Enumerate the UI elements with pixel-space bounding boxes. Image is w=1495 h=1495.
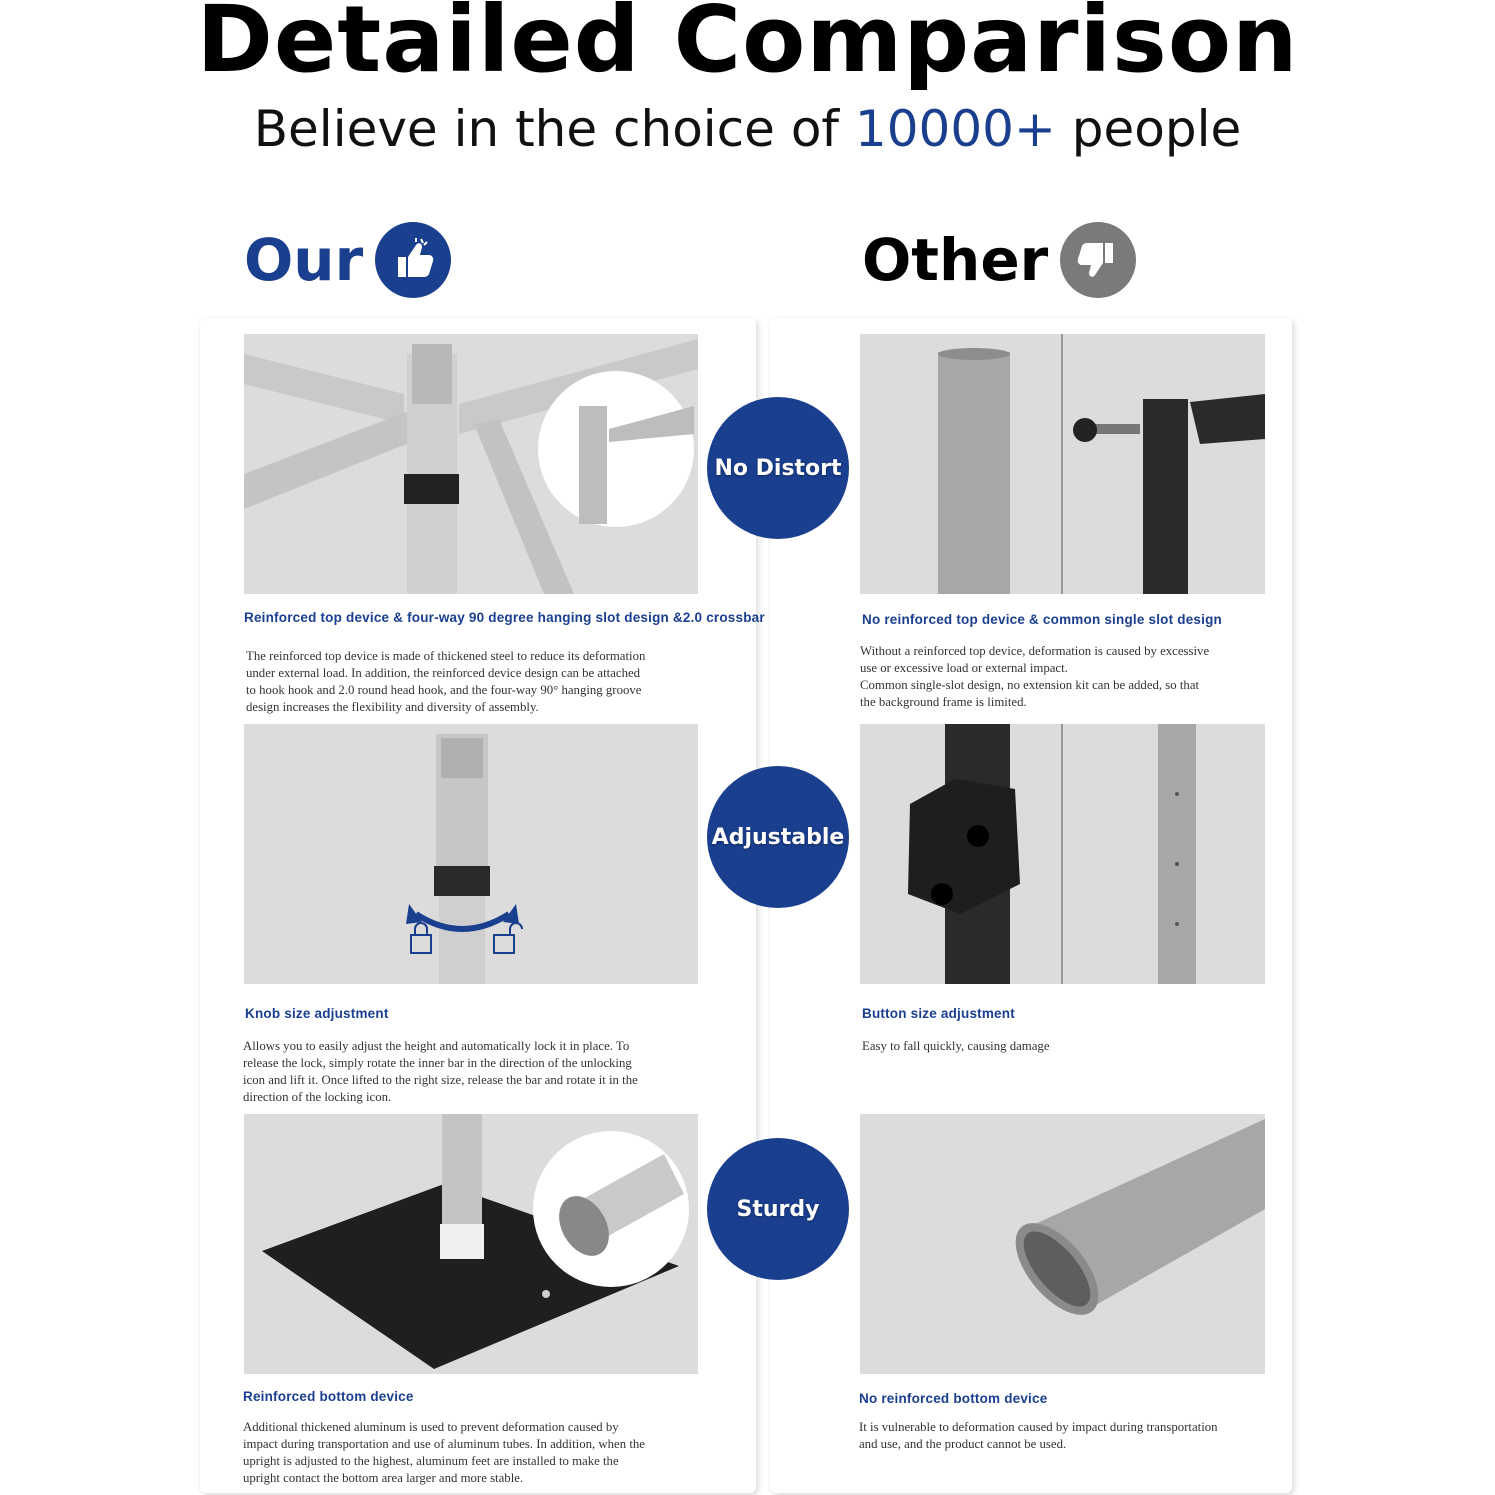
other-description-line: It is vulnerable to deformation caused by impact during transportation (859, 1420, 1218, 1434)
other-description (860, 643, 1209, 711)
other-caption: No reinforced bottom device (859, 1391, 1048, 1406)
other-caption: No reinforced top device & common single slot design (862, 612, 1222, 627)
ours-description-line: under external load. In addition, the reinforced device design can be attached (246, 666, 641, 680)
other-button-image (860, 724, 1265, 984)
other-description-line: Without a reinforced top device, deformation is caused by excessive (860, 644, 1210, 658)
ours-description-line: release the lock, simply rotate the inner bar in the direction of the unlocking (243, 1056, 632, 1070)
other-heading (862, 222, 1136, 298)
ours-caption: Reinforced bottom device (243, 1389, 414, 1404)
subtitle-text-end: people (1055, 100, 1242, 158)
ours-label: Our (244, 226, 364, 294)
ours-description-line: Allows you to easily adjust the height and automatically lock it in place. To (243, 1039, 630, 1053)
ours-caption: Reinforced top device & four-way 90 degree hanging slot design &2.0 crossbar (244, 610, 765, 625)
ours-bottom-device-image (244, 1114, 698, 1374)
ours-description-line: The reinforced top device is made of thickened steel to reduce its deformation (246, 649, 646, 663)
page-title: Detailed Comparison (196, 0, 1299, 93)
ours-description-line: upright contact the bottom area larger and more stable. (243, 1471, 524, 1485)
other-label: Other (862, 226, 1049, 294)
thumbs-up-icon (375, 222, 451, 298)
other-description-line: Easy to fall quickly, causing damage (862, 1039, 1050, 1053)
other-description-line: and use, and the product cannot be used. (859, 1437, 1067, 1451)
ours-description-line: icon and lift it. Once lifted to the right size, release the bar and rotate it in the (243, 1073, 638, 1087)
other-bottom-device-image (860, 1114, 1265, 1374)
ours-description-line: upright is adjusted to the highest, aluminum feet are installed to make the (243, 1454, 619, 1468)
other-description-line: use or excessive load or external impact. (860, 661, 1068, 675)
ours-description-line: impact during transportation and use of aluminum tubes. In addition, when the (243, 1437, 645, 1451)
ours-description (243, 1419, 645, 1487)
other-description-line: the background frame is limited. (860, 695, 1027, 709)
other-caption: Button size adjustment (862, 1006, 1015, 1021)
ours-description (243, 1038, 638, 1106)
subtitle-text: Believe in the choice of (253, 100, 855, 158)
ours-description-line: Additional thickened aluminum is used to prevent deformation caused by (243, 1420, 619, 1434)
ours-description-line: to hook hook and 2.0 round head hook, and the four-way 90° hanging groove (246, 683, 642, 697)
ours-description-line: direction of the locking icon. (243, 1090, 392, 1104)
ours-description-line: design increases the flexibility and diversity of assembly. (246, 700, 539, 714)
other-top-device-image (860, 334, 1265, 594)
other-description-line: Common single-slot design, no extension kit can be added, so that (860, 678, 1200, 692)
ours-description (246, 648, 645, 716)
feature-badge-sturdy: Sturdy (707, 1138, 849, 1280)
ours-top-device-image (244, 334, 698, 594)
ours-caption: Knob size adjustment (245, 1006, 389, 1021)
ours-heading (244, 222, 451, 298)
page-subtitle (0, 100, 1495, 158)
other-description (862, 1038, 1050, 1055)
subtitle-highlight: 10000+ (854, 100, 1056, 158)
other-description (859, 1419, 1218, 1453)
thumbs-down-icon (1060, 222, 1136, 298)
ours-knob-image (244, 724, 698, 984)
feature-badge-adjustable: Adjustable (707, 766, 849, 908)
feature-badge-no-distort: No Distort (707, 397, 849, 539)
